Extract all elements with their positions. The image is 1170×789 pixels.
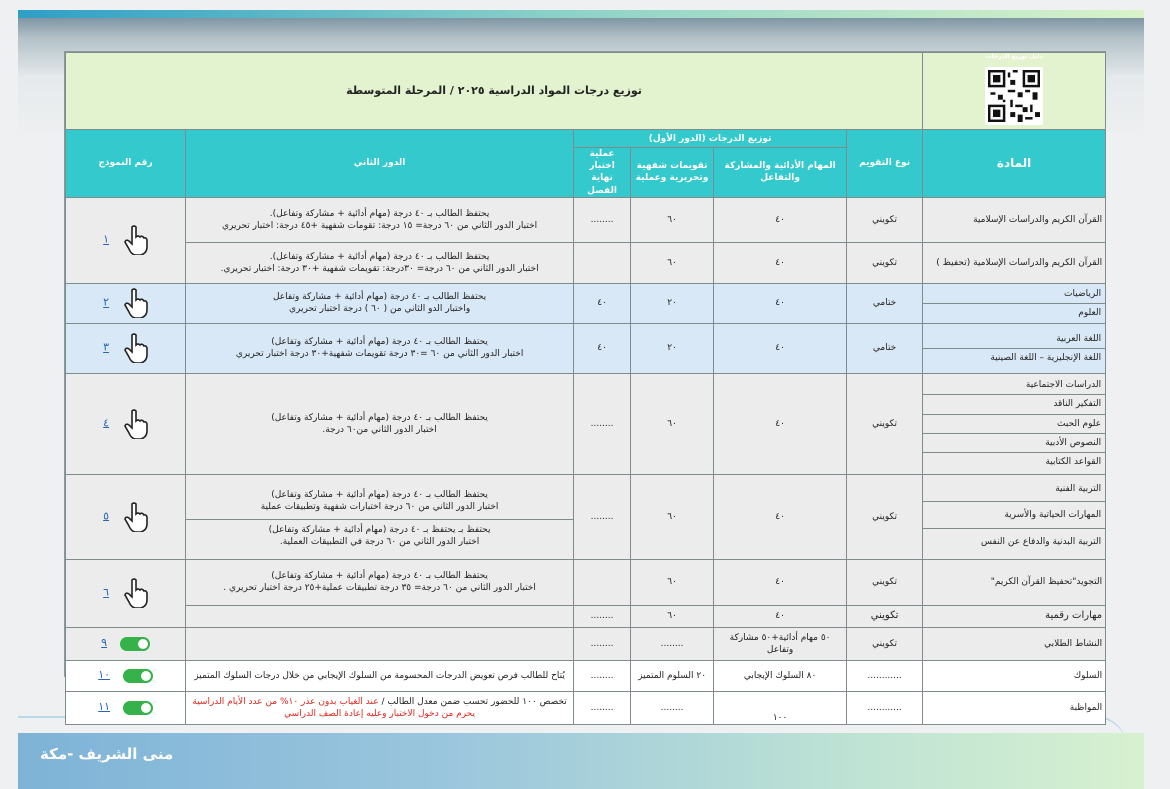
final-cell: ........ <box>574 474 631 559</box>
table-row <box>66 283 1106 323</box>
qr-code-icon[interactable] <box>985 67 1043 125</box>
model-cell <box>66 559 186 627</box>
eval-type-cell: ختامي <box>847 283 923 323</box>
toggle-switch[interactable] <box>123 669 153 683</box>
table-row <box>66 242 1106 283</box>
oral-cell: ٦٠ <box>631 559 714 605</box>
qr-cell <box>923 53 1106 130</box>
eval-type-cell: تكويني <box>847 197 923 242</box>
model-cell <box>66 474 186 559</box>
final-cell: ........ <box>574 691 631 724</box>
tasks-cell: ٤٠ <box>714 323 847 373</box>
oral-cell: ........ <box>631 627 714 660</box>
final-cell <box>574 559 631 605</box>
second-line: يحتفظ الطالب بـ ٤٠ درجة (مهام أدائية + مشاركة وتفاعل <box>272 292 487 303</box>
oral-cell: ٦٠ <box>631 605 714 627</box>
model-number-link[interactable]: ٤ <box>103 416 110 430</box>
subject-cell: القرآن الكريم والدراسات الإسلامية <box>923 197 1106 242</box>
model-cell <box>66 373 186 474</box>
subject-cell: النشاط الطلابي <box>923 627 1106 660</box>
hand-pointer-icon[interactable] <box>124 225 148 255</box>
oral-cell: ٦٠ <box>631 197 714 242</box>
second-line: اختبار الدور الثاني من ٦٠ درجة= ١٥ درجة: تقومات شفهية +٤٥ درجة: اختبار تحريري <box>222 220 538 231</box>
subject-name: المهارات الحياتية والأسرية <box>923 502 1105 529</box>
second-line: يحتفظ الطالب بـ ٤٠ درجة (مهام أدائية + مشاركة وتفاعل). <box>269 251 490 262</box>
model-number-link[interactable]: ٥ <box>103 509 110 523</box>
attendance-warning: عند الغياب بدون عذر ١٠% من عدد الأيام الدراسية يحرم من دخول الاختبار وعليه إعادة الصف الدراسي <box>192 696 475 719</box>
tasks-cell: ٤٠ <box>714 283 847 323</box>
second-line: اختبار الدور الثاني من ٦٠ درجة= ٣٥ درجة تطبيقات عملية+٢٥ درجة اختبار تحريري . <box>223 583 536 594</box>
header-tasks: المهام الأدائية والمشاركة والتفاعل <box>714 148 847 198</box>
final-cell: ........ <box>574 627 631 660</box>
subject-name: القواعد الكتابية <box>1045 456 1102 467</box>
oral-cell: ٦٠ <box>631 242 714 283</box>
window-top-bar <box>18 10 1144 18</box>
subject-name: الدراسات الاجتماعية <box>923 376 1105 395</box>
second-line: يحتفظ بـ يحتفظ بـ ٤٠ درجة (مهام أدائية + مشاركة وتفاعل) <box>268 525 491 536</box>
oral-cell: ٢٠ <box>631 323 714 373</box>
eval-type-cell: ختامي <box>847 323 923 373</box>
table-row <box>66 559 1106 605</box>
final-cell: ........ <box>574 373 631 474</box>
subject-name: التربية البدنية والدفاع عن النفس <box>981 536 1102 547</box>
table-row <box>66 373 1106 474</box>
table-row <box>66 323 1106 373</box>
model-number-link[interactable]: ٦ <box>103 585 110 599</box>
tasks-cell: ٥٠ مهام أدائية+٥٠ مشاركة وتفاعل <box>714 627 847 660</box>
table-title: توزيع درجات المواد الدراسية ٢٠٢٥ / المرحلة المتوسطة <box>66 53 923 130</box>
final-cell: ........ <box>574 605 631 627</box>
title-row <box>66 53 1106 130</box>
tasks-cell: ٨٠ السلوك الإيجابي <box>714 660 847 691</box>
table-row <box>66 691 1106 724</box>
toggle-switch[interactable] <box>123 701 153 715</box>
subject-cell: التجويد"تحفيظ القرآن الكريم" <box>923 559 1106 605</box>
final-cell: ٤٠ <box>574 283 631 323</box>
eval-type-cell: تكويني <box>847 627 923 660</box>
eval-type-cell: تكويني <box>847 373 923 474</box>
subject-name: اللغة الإنجليزية – اللغة الصينية <box>990 352 1102 363</box>
subject-cell <box>923 373 1106 474</box>
header-second-round: الدور الثاني <box>186 130 574 198</box>
table-row <box>66 605 1106 627</box>
header-final: عملية اختبار نهاية الفصل <box>574 148 631 198</box>
second-line: يحتفظ الطالب بـ ٤٠ درجة (مهام أدائية + مشاركة وتفاعل) <box>271 337 488 348</box>
model-cell <box>66 197 186 283</box>
second-round-cell <box>186 242 574 283</box>
oral-cell: ٢٠ <box>631 283 714 323</box>
second-line: يحتفظ الطالب بـ ٤٠ درجة (مهام أدائية + مشاركة وتفاعل) <box>271 412 488 423</box>
final-cell: ٤٠ <box>574 323 631 373</box>
tasks-cell: ٤٠ <box>714 197 847 242</box>
toggle-switch[interactable] <box>120 637 150 651</box>
header-oral: تقويمات شفهية وتحريرية وعملية <box>631 148 714 198</box>
second-line: يحتفظ الطالب بـ ٤٠ درجة (مهام أدائية + مشاركة وتفاعل) <box>271 571 488 582</box>
table-row <box>66 197 1106 242</box>
tasks-cell: ١٠٠ <box>714 691 847 724</box>
tasks-cell: ٤٠ <box>714 373 847 474</box>
oral-cell: ........ <box>631 691 714 724</box>
subject-cell: السلوك <box>923 660 1106 691</box>
final-cell <box>574 242 631 283</box>
subject-name: التفكير الناقد <box>923 395 1105 414</box>
subject-name: العلوم <box>1078 307 1102 318</box>
header-model-number: رقم النموذج <box>66 130 186 198</box>
oral-cell: ٢٠ السلوم المتميز <box>631 660 714 691</box>
subject-name: علوم الحبث <box>923 415 1105 434</box>
second-round-cell <box>186 323 574 373</box>
eval-type-cell: تكويني <box>847 242 923 283</box>
final-cell: ........ <box>574 660 631 691</box>
second-round-cell <box>186 691 574 724</box>
final-cell: ........ <box>574 197 631 242</box>
subject-name: التربية الفنية <box>923 478 1105 501</box>
footer-band <box>18 733 1144 789</box>
table-row <box>66 474 1106 559</box>
author-name: منى الشريف -مكة <box>40 745 174 763</box>
model-cell <box>66 627 186 660</box>
second-round-cell <box>186 197 574 242</box>
model-cell <box>66 660 186 691</box>
model-number-link[interactable]: ٢ <box>103 295 110 309</box>
eval-type-cell: ............ <box>847 691 923 724</box>
header-dist-first: توزيع الدرجات (الدور الأول) <box>574 130 847 148</box>
qr-label: دليل توزيع الدرجات <box>985 53 1043 60</box>
model-cell <box>66 323 186 373</box>
second-line: اختبار الدور الثاني من ٦٠ =٣٠ درجة تقويمات شفهية+٣٠ درجة اختبار تحريري <box>235 349 524 360</box>
tasks-cell: ٤٠ <box>714 559 847 605</box>
hand-pointer-icon[interactable] <box>124 578 148 608</box>
eval-type-cell: تكويني <box>847 474 923 559</box>
second-line: يحتفظ الطالب بـ ٤٠ درجة (مهام أدائية + مشاركة وتفاعل) <box>271 489 488 500</box>
second-line: اختبار الدور الثاني من ٦٠ درجة= ٣٠درجة: تقويمات شفهية +٣٠ درجة: اختبار تحريري. <box>220 263 539 274</box>
second-round-cell <box>186 605 574 627</box>
subject-name: اللغة العربية <box>923 330 1105 349</box>
second-round-cell <box>186 373 574 474</box>
model-cell <box>66 691 186 724</box>
second-round-cell <box>186 559 574 605</box>
tasks-cell: ٤٠ <box>714 474 847 559</box>
model-number-link[interactable]: ٣ <box>103 340 110 354</box>
header-eval-type: نوع التقويم <box>847 130 923 198</box>
second-round-cell <box>186 627 574 660</box>
second-line: اختبار الدور الثاني من ٦٠ درجة في التطبيقات العملية. <box>279 537 480 548</box>
model-number-link[interactable]: ٩ <box>101 636 108 650</box>
table-row <box>66 660 1106 691</box>
subject-cell <box>923 283 1106 323</box>
eval-type-cell: تكويني <box>847 605 923 627</box>
subject-cell: القرآن الكريم والدراسات الإسلامية (تحفيظ ) <box>923 242 1106 283</box>
model-cell <box>66 283 186 323</box>
hand-pointer-icon[interactable] <box>124 409 148 439</box>
subject-cell <box>923 474 1106 559</box>
second-round-cell <box>186 283 574 323</box>
tasks-cell: ٤٠ <box>714 605 847 627</box>
model-number-link[interactable]: ١ <box>103 232 110 246</box>
header-row-1 <box>66 130 1106 148</box>
oral-cell: ٦٠ <box>631 474 714 559</box>
second-round-cell <box>186 474 574 559</box>
hand-pointer-icon[interactable] <box>124 502 148 532</box>
eval-type-cell: تكويني <box>847 559 923 605</box>
table-row <box>66 627 1106 660</box>
second-line: اختبار الدور الثاني من٦٠ درجة. <box>322 424 437 435</box>
second-line: اختبار الدور الثاني من ٦٠ درجة اختبارات شفهية وتطبيقات عملية <box>260 502 499 513</box>
oral-cell: ٦٠ <box>631 373 714 474</box>
subject-cell <box>923 323 1106 373</box>
second-round-cell: يُتاح للطالب فرص تعويض الدرجات المحسومة من السلوك الإيجابي من خلال درجات السلوك المتميز <box>186 660 574 691</box>
hand-pointer-icon[interactable] <box>124 288 148 318</box>
attendance-note: تخصص ١٠٠ للحضور تحسب ضمن معدل الطالب / <box>381 696 567 707</box>
grade-distribution-table <box>65 52 1106 725</box>
subject-cell: مهارات رقمية <box>923 605 1106 627</box>
subject-cell: المواظبة <box>923 691 1106 724</box>
eval-type-cell: ............ <box>847 660 923 691</box>
second-line: يحتفظ الطالب بـ ٤٠ درجة (مهام أدائية + مشاركة وتفاعل). <box>269 208 490 219</box>
second-line: واختبار الدو الثاني من ( ٦٠ ) درجة اختبار تحريري <box>288 304 471 315</box>
subject-name: الرياضيات <box>923 285 1105 304</box>
subject-name: النصوص الأدبية <box>923 434 1105 453</box>
tasks-cell: ٤٠ <box>714 242 847 283</box>
model-number-link[interactable]: ١٠ <box>98 668 111 682</box>
hand-pointer-icon[interactable] <box>124 333 148 363</box>
model-number-link[interactable]: ١١ <box>98 700 111 714</box>
header-subject: المادة <box>923 130 1106 198</box>
